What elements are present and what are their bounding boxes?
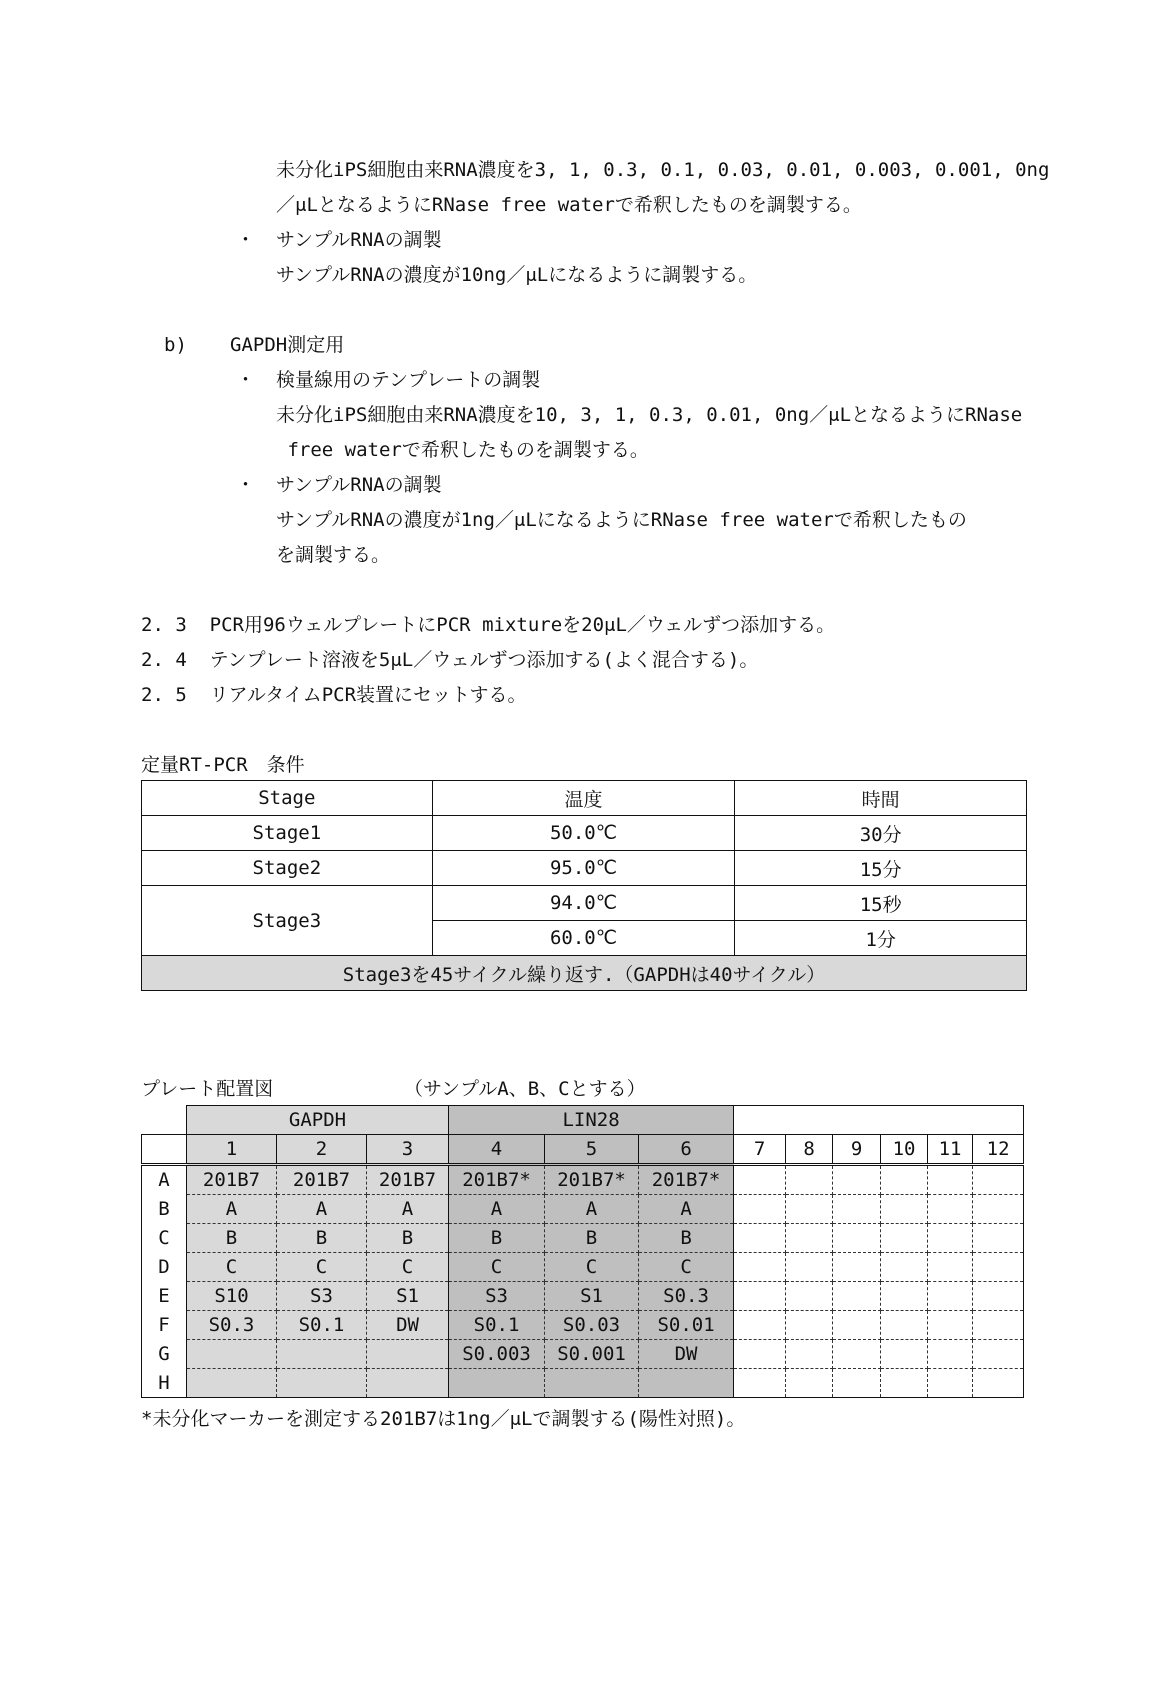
well-E8 <box>786 1282 833 1311</box>
well-H11 <box>928 1369 973 1398</box>
well-E6: S0.3 <box>639 1282 734 1311</box>
column-header-9: 9 <box>833 1135 881 1165</box>
bullet: ・ <box>236 474 256 496</box>
well-E3: S1 <box>367 1282 449 1311</box>
well-F9 <box>833 1311 881 1340</box>
conditions-row <box>142 886 1027 921</box>
temp-cell: 94.0℃ <box>432 886 735 921</box>
well-A4: 201B7* <box>449 1165 545 1195</box>
plate-footnote: *未分化マーカーを測定する201B7は1ng／μLで調製する(陽性対照)。 <box>141 1408 746 1430</box>
well-E4: S3 <box>449 1282 545 1311</box>
well-D7 <box>734 1253 786 1282</box>
well-A6: 201B7* <box>639 1165 734 1195</box>
well-B2: A <box>277 1195 367 1224</box>
well-C5: B <box>545 1224 639 1253</box>
stage-cell: Stage1 <box>142 816 433 851</box>
column-header-12: 12 <box>973 1135 1024 1165</box>
plate-subcaption: （サンプルA、B、Cとする） <box>404 1078 646 1100</box>
column-header-3: 3 <box>367 1135 449 1165</box>
plate-caption: プレート配置図 <box>141 1078 274 1100</box>
bullet: ・ <box>236 229 256 251</box>
well-A11 <box>928 1165 973 1195</box>
well-C7 <box>734 1224 786 1253</box>
well-F12 <box>973 1311 1024 1340</box>
well-A8 <box>786 1165 833 1195</box>
bullet: ・ <box>236 369 256 391</box>
group-header-row <box>142 1106 1024 1135</box>
well-A7 <box>734 1165 786 1195</box>
plate-row-C <box>142 1224 1024 1253</box>
well-D3: C <box>367 1253 449 1282</box>
well-A12 <box>973 1165 1024 1195</box>
well-F4: S0.1 <box>449 1311 545 1340</box>
row-label-D: D <box>142 1253 187 1282</box>
well-G10 <box>881 1340 928 1369</box>
temp-cell: 60.0℃ <box>432 921 735 956</box>
time-cell: 1分 <box>735 921 1027 956</box>
stage-cell: Stage2 <box>142 851 433 886</box>
time-cell: 30分 <box>735 816 1027 851</box>
template-line1: 未分化iPS細胞由来RNA濃度を10, 3, 1, 0.3, 0.01, 0ng／μLとなるようにRNase <box>276 404 1023 426</box>
step-2-3: 2. 3 PCR用96ウェルプレートにPCR mixtureを20μL／ウェルずつ添加する。 <box>141 614 836 636</box>
plate-row-E <box>142 1282 1024 1311</box>
group-lin28: LIN28 <box>449 1106 734 1135</box>
well-H8 <box>786 1369 833 1398</box>
plate-row-D <box>142 1253 1024 1282</box>
well-H6 <box>639 1369 734 1398</box>
well-D9 <box>833 1253 881 1282</box>
well-C3: B <box>367 1224 449 1253</box>
plate-table <box>141 1105 1024 1398</box>
time-cell: 15分 <box>735 851 1027 886</box>
well-C11 <box>928 1224 973 1253</box>
temp-cell: 50.0℃ <box>432 816 735 851</box>
well-B7 <box>734 1195 786 1224</box>
well-A9 <box>833 1165 881 1195</box>
row-label-H: H <box>142 1369 187 1398</box>
well-H7 <box>734 1369 786 1398</box>
conditions-caption: 定量RT-PCR 条件 <box>141 754 305 776</box>
well-D2: C <box>277 1253 367 1282</box>
well-G1 <box>187 1340 277 1369</box>
group-gapdh: GAPDH <box>187 1106 449 1135</box>
group-empty <box>734 1106 1024 1135</box>
template-line2: free waterで希釈したものを調製する。 <box>276 439 649 461</box>
row-label-C: C <box>142 1224 187 1253</box>
well-D5: C <box>545 1253 639 1282</box>
template-title: 検量線用のテンプレートの調製 <box>276 369 541 391</box>
well-E7 <box>734 1282 786 1311</box>
column-header-7: 7 <box>734 1135 786 1165</box>
column-header-5: 5 <box>545 1135 639 1165</box>
header-stage: Stage <box>142 781 433 816</box>
column-header-1: 1 <box>187 1135 277 1165</box>
well-H4 <box>449 1369 545 1398</box>
step-2-5: 2. 5 リアルタイムPCR装置にセットする。 <box>141 684 527 706</box>
well-E11 <box>928 1282 973 1311</box>
well-A1: 201B7 <box>187 1165 277 1195</box>
plate-row-B <box>142 1195 1024 1224</box>
well-H10 <box>881 1369 928 1398</box>
well-D1: C <box>187 1253 277 1282</box>
sample-rna-b-line2: を調製する。 <box>276 544 391 566</box>
well-E10 <box>881 1282 928 1311</box>
well-D11 <box>928 1253 973 1282</box>
time-cell: 15秒 <box>735 886 1027 921</box>
well-F3: DW <box>367 1311 449 1340</box>
well-B6: A <box>639 1195 734 1224</box>
column-header-2: 2 <box>277 1135 367 1165</box>
well-G12 <box>973 1340 1024 1369</box>
well-F1: S0.3 <box>187 1311 277 1340</box>
well-E2: S3 <box>277 1282 367 1311</box>
well-G4: S0.003 <box>449 1340 545 1369</box>
well-C6: B <box>639 1224 734 1253</box>
well-A10 <box>881 1165 928 1195</box>
plate-row-F <box>142 1311 1024 1340</box>
step-2-4: 2. 4 テンプレート溶液を5μL／ウェルずつ添加する(よく混合する)。 <box>141 649 759 671</box>
column-header-8: 8 <box>786 1135 833 1165</box>
well-D10 <box>881 1253 928 1282</box>
well-A5: 201B7* <box>545 1165 639 1195</box>
well-F8 <box>786 1311 833 1340</box>
column-header-4: 4 <box>449 1135 545 1165</box>
well-F11 <box>928 1311 973 1340</box>
well-E9 <box>833 1282 881 1311</box>
header-temp: 温度 <box>432 781 735 816</box>
well-G11 <box>928 1340 973 1369</box>
well-C12 <box>973 1224 1024 1253</box>
plate-row-H <box>142 1369 1024 1398</box>
section-b-label: b) <box>164 334 187 356</box>
well-G2 <box>277 1340 367 1369</box>
well-H1 <box>187 1369 277 1398</box>
well-G5: S0.001 <box>545 1340 639 1369</box>
well-H9 <box>833 1369 881 1398</box>
well-C9 <box>833 1224 881 1253</box>
column-header-row <box>142 1135 1024 1165</box>
column-header-6: 6 <box>639 1135 734 1165</box>
well-G7 <box>734 1340 786 1369</box>
sample-rna-title-b: サンプルRNAの調製 <box>276 474 442 496</box>
well-C1: B <box>187 1224 277 1253</box>
well-C2: B <box>277 1224 367 1253</box>
conditions-header-row <box>142 781 1027 816</box>
para-a-line1: 未分化iPS細胞由来RNA濃度を3, 1, 0.3, 0.1, 0.03, 0.01, 0.003, 0.001, 0ng <box>276 159 1050 181</box>
corner-cell <box>142 1135 187 1165</box>
well-B10 <box>881 1195 928 1224</box>
well-G3 <box>367 1340 449 1369</box>
well-G9 <box>833 1340 881 1369</box>
well-H2 <box>277 1369 367 1398</box>
well-F2: S0.1 <box>277 1311 367 1340</box>
sample-rna-b-line1: サンプルRNAの濃度が1ng／μLになるようにRNase free waterで希釈したもの <box>276 509 967 531</box>
well-H3 <box>367 1369 449 1398</box>
row-label-G: G <box>142 1340 187 1369</box>
row-label-F: F <box>142 1311 187 1340</box>
header-time: 時間 <box>735 781 1027 816</box>
well-B11 <box>928 1195 973 1224</box>
well-D6: C <box>639 1253 734 1282</box>
column-header-10: 10 <box>881 1135 928 1165</box>
well-B5: A <box>545 1195 639 1224</box>
well-F6: S0.01 <box>639 1311 734 1340</box>
well-B12 <box>973 1195 1024 1224</box>
well-B1: A <box>187 1195 277 1224</box>
well-B8 <box>786 1195 833 1224</box>
well-G8 <box>786 1340 833 1369</box>
row-label-E: E <box>142 1282 187 1311</box>
well-C4: B <box>449 1224 545 1253</box>
section-b-title: GAPDH測定用 <box>230 334 345 356</box>
well-E1: S10 <box>187 1282 277 1311</box>
well-F5: S0.03 <box>545 1311 639 1340</box>
well-A2: 201B7 <box>277 1165 367 1195</box>
row-label-B: B <box>142 1195 187 1224</box>
well-H5 <box>545 1369 639 1398</box>
para-a-line2: ／μLとなるようにRNase free waterで希釈したものを調製する。 <box>276 194 862 216</box>
well-G6: DW <box>639 1340 734 1369</box>
well-H12 <box>973 1369 1024 1398</box>
well-C8 <box>786 1224 833 1253</box>
plate-row-A <box>142 1165 1024 1195</box>
well-B3: A <box>367 1195 449 1224</box>
temp-cell: 95.0℃ <box>432 851 735 886</box>
plate-row-G <box>142 1340 1024 1369</box>
well-C10 <box>881 1224 928 1253</box>
well-F10 <box>881 1311 928 1340</box>
well-D4: C <box>449 1253 545 1282</box>
well-A3: 201B7 <box>367 1165 449 1195</box>
column-header-11: 11 <box>928 1135 973 1165</box>
sample-rna-text: サンプルRNAの濃度が10ng／μLになるように調製する。 <box>276 264 758 286</box>
well-E12 <box>973 1282 1024 1311</box>
row-label-A: A <box>142 1165 187 1195</box>
well-F7 <box>734 1311 786 1340</box>
conditions-row <box>142 816 1027 851</box>
well-B4: A <box>449 1195 545 1224</box>
conditions-row <box>142 851 1027 886</box>
well-E5: S1 <box>545 1282 639 1311</box>
conditions-note-row <box>142 956 1027 991</box>
sample-rna-title: サンプルRNAの調製 <box>276 229 442 251</box>
well-D12 <box>973 1253 1024 1282</box>
stage-cell: Stage3 <box>142 886 433 956</box>
conditions-note: Stage3を45サイクル繰り返す.（GAPDHは40サイクル） <box>142 956 1027 991</box>
conditions-table <box>141 780 1027 991</box>
well-B9 <box>833 1195 881 1224</box>
well-D8 <box>786 1253 833 1282</box>
